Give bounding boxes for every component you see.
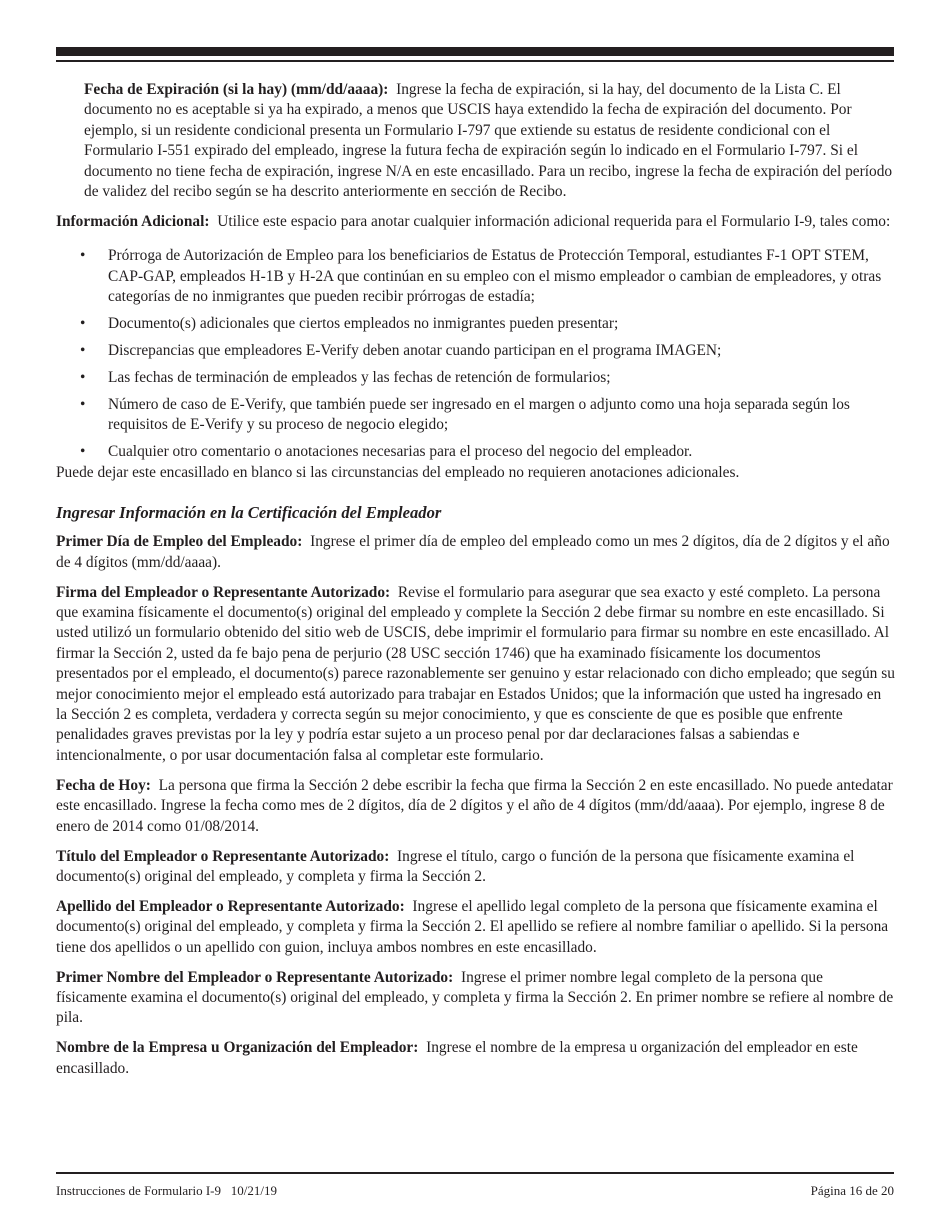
- paragraph-apellido: [56, 897, 896, 958]
- paragraph-empresa: [56, 1038, 896, 1079]
- bullet-icon: •: [80, 315, 86, 333]
- paragraph-text: Ingrese la fecha de expiración, si la hay, del documento de la Lista C. El documento no es aceptable si ya ha expirado, a menos que USCIS haya extendido la fecha de expiración del documento. Por ejemplo, si un residente condicional presenta un Formulario I-797 que extiende su estatus de residente condicional con el Formulario I-551 expirado del empleado, ingrese la futura fecha de expiración según lo indicado en el Formulario I-797. Si el documento no tiene fecha de expiración, ingrese N/A en este encasillado. Para un recibo, ingrese la fecha de expiración del período de validez del recibo según se ha descrito anteriormente en sección de Recibo.: [84, 81, 893, 201]
- additional-info-list: [56, 246, 896, 462]
- paragraph-primer-dia: [56, 532, 896, 573]
- paragraph-text: Ingrese el primer día de empleo del empleado como un mes 2 dígitos, día de 2 dígitos y el año de 4 dígitos (mm/dd/aaaa).: [56, 533, 890, 571]
- footer-rule: [56, 1172, 894, 1174]
- header-rule-thick: [56, 47, 894, 56]
- footer-page-number: Página 16 de 20: [810, 1183, 894, 1198]
- paragraph-titulo: [56, 847, 896, 888]
- section-heading: Ingresar Información en la Certificación del Empleador: [56, 502, 442, 522]
- paragraph-text: Ingrese el apellido legal completo de la persona que físicamente examina el documento(s) original del empleado, y completa y firma la Sección 2. El apellido se refiere al nombre familiar o apellido. Si la persona tiene dos apellidos o un apellido con guion, incluya ambos nombres en este encasillado.: [56, 897, 889, 956]
- paragraph-after-bullets: Puede dejar este encasillado en blanco si las circunstancias del empleado no requieren anotaciones adicionales.: [56, 463, 740, 481]
- list-item: • Documento(s) adicionales que ciertos empleados no inmigrantes pueden presentar;: [56, 314, 896, 334]
- paragraph-label: Firma del Empleador o Representante Autorizado:: [56, 583, 391, 601]
- paragraph-label: Primer Nombre del Empleador o Representante Autorizado:: [56, 968, 454, 986]
- page-footer: [56, 1183, 894, 1199]
- list-item: • Discrepancias que empleadores E-Verify deben anotar cuando participan en el programa IMAGEN;: [56, 341, 896, 361]
- list-item: • Número de caso de E-Verify, que también puede ser ingresado en el margen o adjunto como una hoja separada según los requisitos de E-Verify y su proceso de negocio elegido;: [80, 395, 850, 434]
- page-body: [56, 80, 896, 1089]
- paragraph-text: La persona que firma la Sección 2 debe escribir la fecha que firma la Sección 2 en este encasillado. No puede antedatar este encasillado. Ingrese la fecha como mes de 2 dígitos, día de 2 dígitos y el año de 4 dígitos (mm/dd/aaaa). Por ejemplo, ingrese 8 de enero de 2014 como 01/08/2014.: [56, 776, 893, 835]
- list-item: • Prórroga de Autorización de Empleo para los beneficiarios de Estatus de Protección Temporal, estudiantes F-1 OPT STEM, CAP-GAP, empleados H-1B y H-2A que continúan en su empleo con el mismo empleador o cambian de empleadores, y otras categorías de no inmigrantes que pueden recibir prórrogas de estadía;: [80, 247, 882, 306]
- paragraph-text: Ingrese el nombre de la empresa u organización del empleador en este encasillado.: [56, 1039, 858, 1077]
- paragraph-text: Utilice este espacio para anotar cualquier información adicional requerida para el Formulario I-9, tales como:: [217, 212, 891, 230]
- bullet-icon: •: [80, 443, 86, 461]
- paragraph-text: Ingrese el título, cargo o función de la persona que físicamente examina el documento(s) original del empleado, y completa y firma la Sección 2.: [56, 847, 855, 885]
- paragraph-fecha-hoy: [56, 776, 896, 837]
- list-item: • Cualquier otro comentario o anotaciones necesarias para el proceso del negocio del empleador.: [56, 442, 896, 462]
- paragraph-label: Primer Día de Empleo del Empleado:: [56, 533, 303, 551]
- bullet-icon: •: [80, 341, 86, 359]
- paragraph-informacion-adicional: [56, 212, 896, 232]
- paragraph-text: Ingrese el primer nombre legal completo de la persona que físicamente examina el documento(s) original del empleado, y completa y firma la Sección 2. En primer nombre se refiere al nombre de pila.: [56, 968, 894, 1027]
- paragraph-text: Revise el formulario para asegurar que sea exacto y esté completo. La persona que examina físicamente el documento(s) original del empleado y complete la Sección 2 debe firmar su nombre en este encasillado. Si usted utilizó un formulario obtenido del sitio web de USCIS, debe imprimir el formulario para firmar su nombre en este encasillado. Al firmar la Sección 2, usted da fe bajo pena de perjurio (28 USC sección 1746) que ha examinado físicamente los documentos presentados por el empleado, el documento(s) parece razonablemente ser genuino y estar relacionado con dicho empleado; que según su mejor conocimiento mejor el empleado está autorizado para trabajar en Estados Unidos; que la información que usted ha ingresado en la Sección 2 es completa, verdadera y correcta según su mejor conocimiento, y que es consciente de que es posible que enfrente penalidades graves previstas por la ley y podría estar sujeto a un proceso penal por dar declaraciones falsas a sabiendas e intencionalmente, o por usar documentación falsa al completar este formulario.: [56, 583, 895, 764]
- paragraph-label: Fecha de Expiración (si la hay) (mm/dd/aaaa):: [84, 81, 389, 98]
- list-item: • Las fechas de terminación de empleados y las fechas de retención de formularios;: [56, 368, 896, 388]
- bullet-icon: •: [80, 368, 86, 386]
- header-rule-thin: [56, 60, 894, 62]
- paragraph-label: Apellido del Empleador o Representante Autorizado:: [56, 897, 405, 915]
- paragraph-fecha-expiracion: [84, 80, 896, 202]
- paragraph-label: Fecha de Hoy:: [56, 776, 151, 794]
- paragraph-label: Información Adicional:: [56, 212, 210, 230]
- paragraph-label: Nombre de la Empresa u Organización del Empleador:: [56, 1039, 419, 1057]
- footer-form-info: Instrucciones de Formulario I-9 10/21/19: [56, 1183, 277, 1198]
- paragraph-firma: [56, 583, 896, 767]
- paragraph-label: Título del Empleador o Representante Autorizado:: [56, 847, 390, 865]
- bullet-icon: •: [80, 247, 86, 265]
- bullet-icon: •: [80, 395, 86, 413]
- paragraph-primer-nombre: [56, 968, 896, 1029]
